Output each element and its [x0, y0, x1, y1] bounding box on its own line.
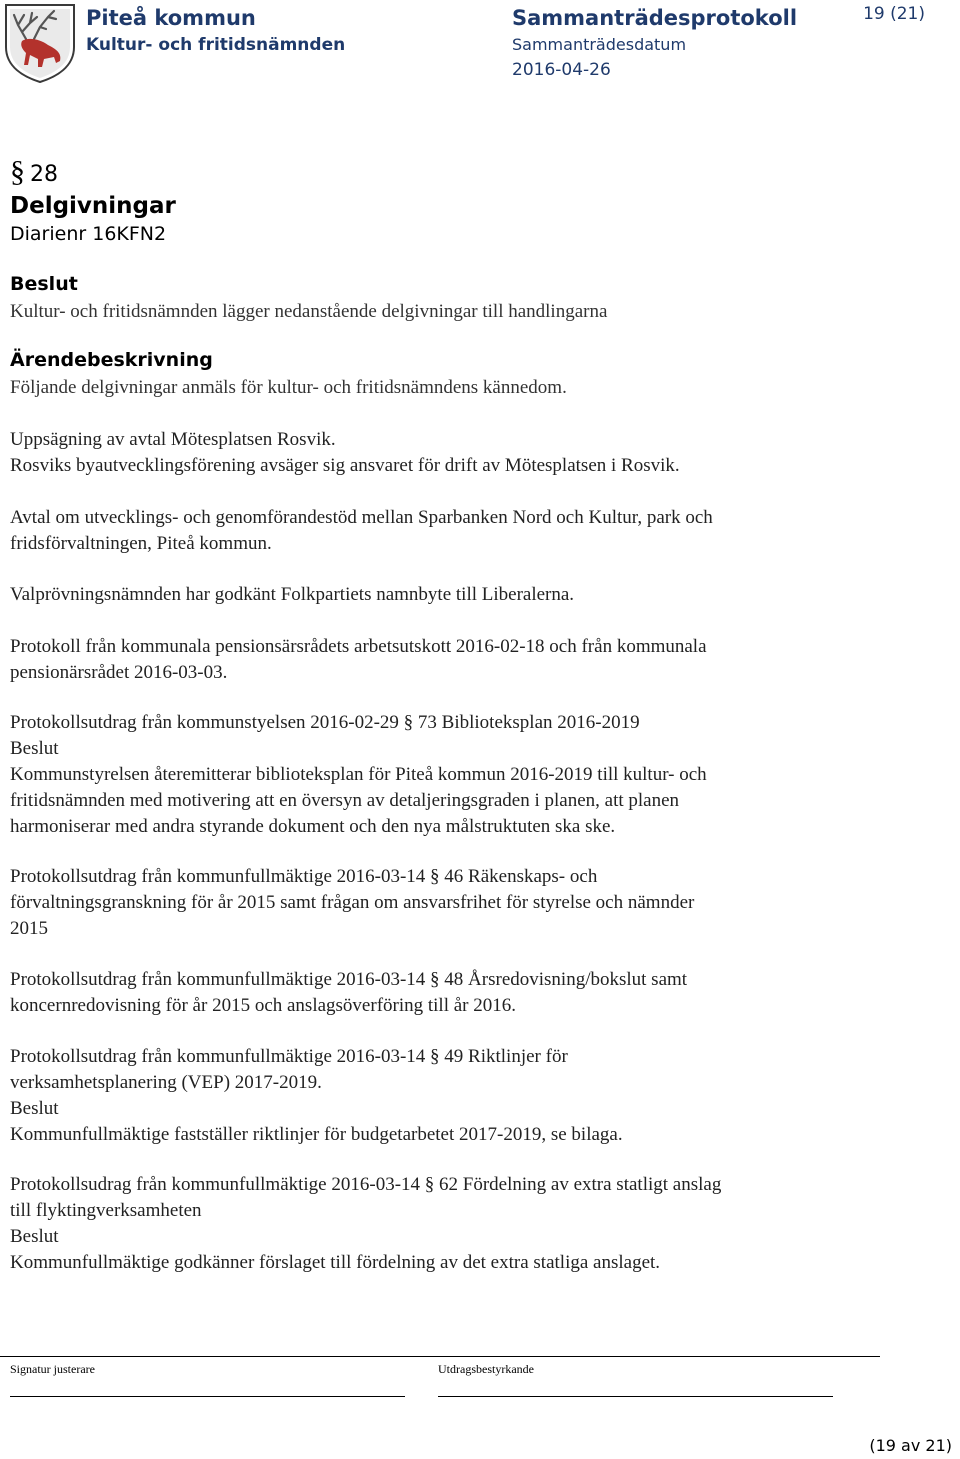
notice-paragraph: [10, 1172, 860, 1276]
footer-page-number: (19 av 21): [869, 1436, 952, 1455]
decision-heading: Beslut: [10, 273, 78, 295]
page-number: 19 (21): [863, 4, 925, 24]
paragraph-line: Protokollsutdrag från kommunfullmäktige 2016-03-14 § 48 Årsredovisning/bokslut samt: [10, 969, 688, 990]
paragraph-line: verksamhetsplanering (VEP) 2017-2019.: [10, 1072, 322, 1093]
paragraph-line: Kommunstyrelsen återemitterar biblioteksplan för Piteå kommun 2016-2019 till kultur- och: [10, 764, 707, 785]
paragraph-line: fritidsnämnden med motivering att en översyn av detaljeringsgraden i planen, att planen: [10, 790, 680, 811]
section-sign: §: [10, 155, 25, 188]
notice-paragraph: [10, 864, 860, 942]
paragraph-line: Protokollsutdrag från kommunfullmäktige 2016-03-14 § 46 Räkenskaps- och: [10, 866, 598, 887]
paragraph-line: Avtal om utvecklings- och genomförandestöd mellan Sparbanken Nord och Kultur, park och: [10, 507, 713, 528]
footer-divider: [0, 1356, 880, 1357]
paragraph-line: Protokollsutdrag från kommunstyelsen 2016-02-29 § 73 Biblioteksplan 2016-2019: [10, 712, 640, 733]
paragraph-line: Rosviks byautvecklingsförening avsäger sig ansvaret för drift av Mötesplatsen i Rosvik.: [10, 455, 680, 476]
paragraph-line: Uppsägning av avtal Mötesplatsen Rosvik.: [10, 429, 336, 450]
notice-paragraph: [10, 634, 860, 686]
paragraph-line: Protokollsutdrag från kommunfullmäktige 2016-03-14 § 49 Riktlinjer för: [10, 1046, 568, 1067]
paragraph-line: Beslut: [10, 738, 59, 759]
meeting-date-label: Sammanträdesdatum: [512, 35, 687, 54]
notice-paragraph: [10, 505, 860, 557]
paragraph-line: 2015: [10, 918, 48, 939]
paragraph-line: förvaltningsgranskning för år 2015 samt frågan om ansvarsfrihet för styrelse och nämnder: [10, 892, 695, 913]
paragraph-line: Beslut: [10, 1098, 59, 1119]
extract-certification-label: Utdragsbestyrkande: [438, 1362, 534, 1376]
signer-label: Signatur justerare: [10, 1362, 95, 1376]
paragraph-line: Valprövningsnämnden har godkänt Folkpartiets namnbyte till Liberalerna.: [10, 584, 575, 605]
notice-paragraph: [10, 1044, 860, 1148]
notice-paragraph: [10, 427, 860, 479]
paragraph-line: Kommunfullmäktige godkänner förslaget till fördelning av det extra statliga anslaget.: [10, 1252, 661, 1273]
paragraph-line: Protokollsudrag från kommunfullmäktige 2016-03-14 § 62 Fördelning av extra statligt anslag: [10, 1174, 722, 1195]
paragraph-line: Beslut: [10, 1226, 59, 1247]
case-description-intro: Följande delgivningar anmäls för kultur- och fritidsnämndens kännedom.: [10, 377, 567, 398]
paragraph-line: koncernredovisning för år 2015 och anslagsöverföring till år 2016.: [10, 995, 517, 1016]
paragraph-line: till flyktingverksamheten: [10, 1200, 202, 1221]
organization-name: Piteå kommun: [86, 6, 256, 30]
paragraph-line: fridsförvaltningen, Piteå kommun.: [10, 533, 272, 554]
meeting-date: 2016-04-26: [512, 60, 611, 80]
paragraph-line: pensionärsrådet 2016-03-03.: [10, 662, 228, 683]
extract-signature-line: [438, 1396, 833, 1397]
case-description-heading: Ärendebeskrivning: [10, 349, 213, 371]
diary-number: Diarienr 16KFN2: [10, 223, 167, 245]
item-title: Delgivningar: [10, 193, 176, 219]
paragraph-line: harmoniserar med andra styrande dokument och den nya målstruktuten ska ske.: [10, 816, 616, 837]
notice-paragraph: [10, 967, 860, 1019]
reindeer-coat-of-arms-icon: [4, 3, 76, 83]
notice-paragraph: [10, 582, 860, 608]
decision-text: Kultur- och fritidsnämnden lägger nedanstående delgivningar till handlingarna: [10, 301, 608, 322]
paragraph-line: Protokoll från kommunala pensionsärsrådets arbetsutskott 2016-02-18 och från kommunala: [10, 636, 707, 657]
item-number: 28: [30, 162, 58, 187]
notice-paragraph: [10, 710, 860, 840]
signer-signature-line: [10, 1396, 405, 1397]
document-type: Sammanträdesprotokoll: [512, 6, 798, 30]
paragraph-line: Kommunfullmäktige fastställer riktlinjer för budgetarbetet 2017-2019, se bilaga.: [10, 1124, 623, 1145]
department-name: Kultur- och fritidsnämnden: [86, 35, 346, 55]
